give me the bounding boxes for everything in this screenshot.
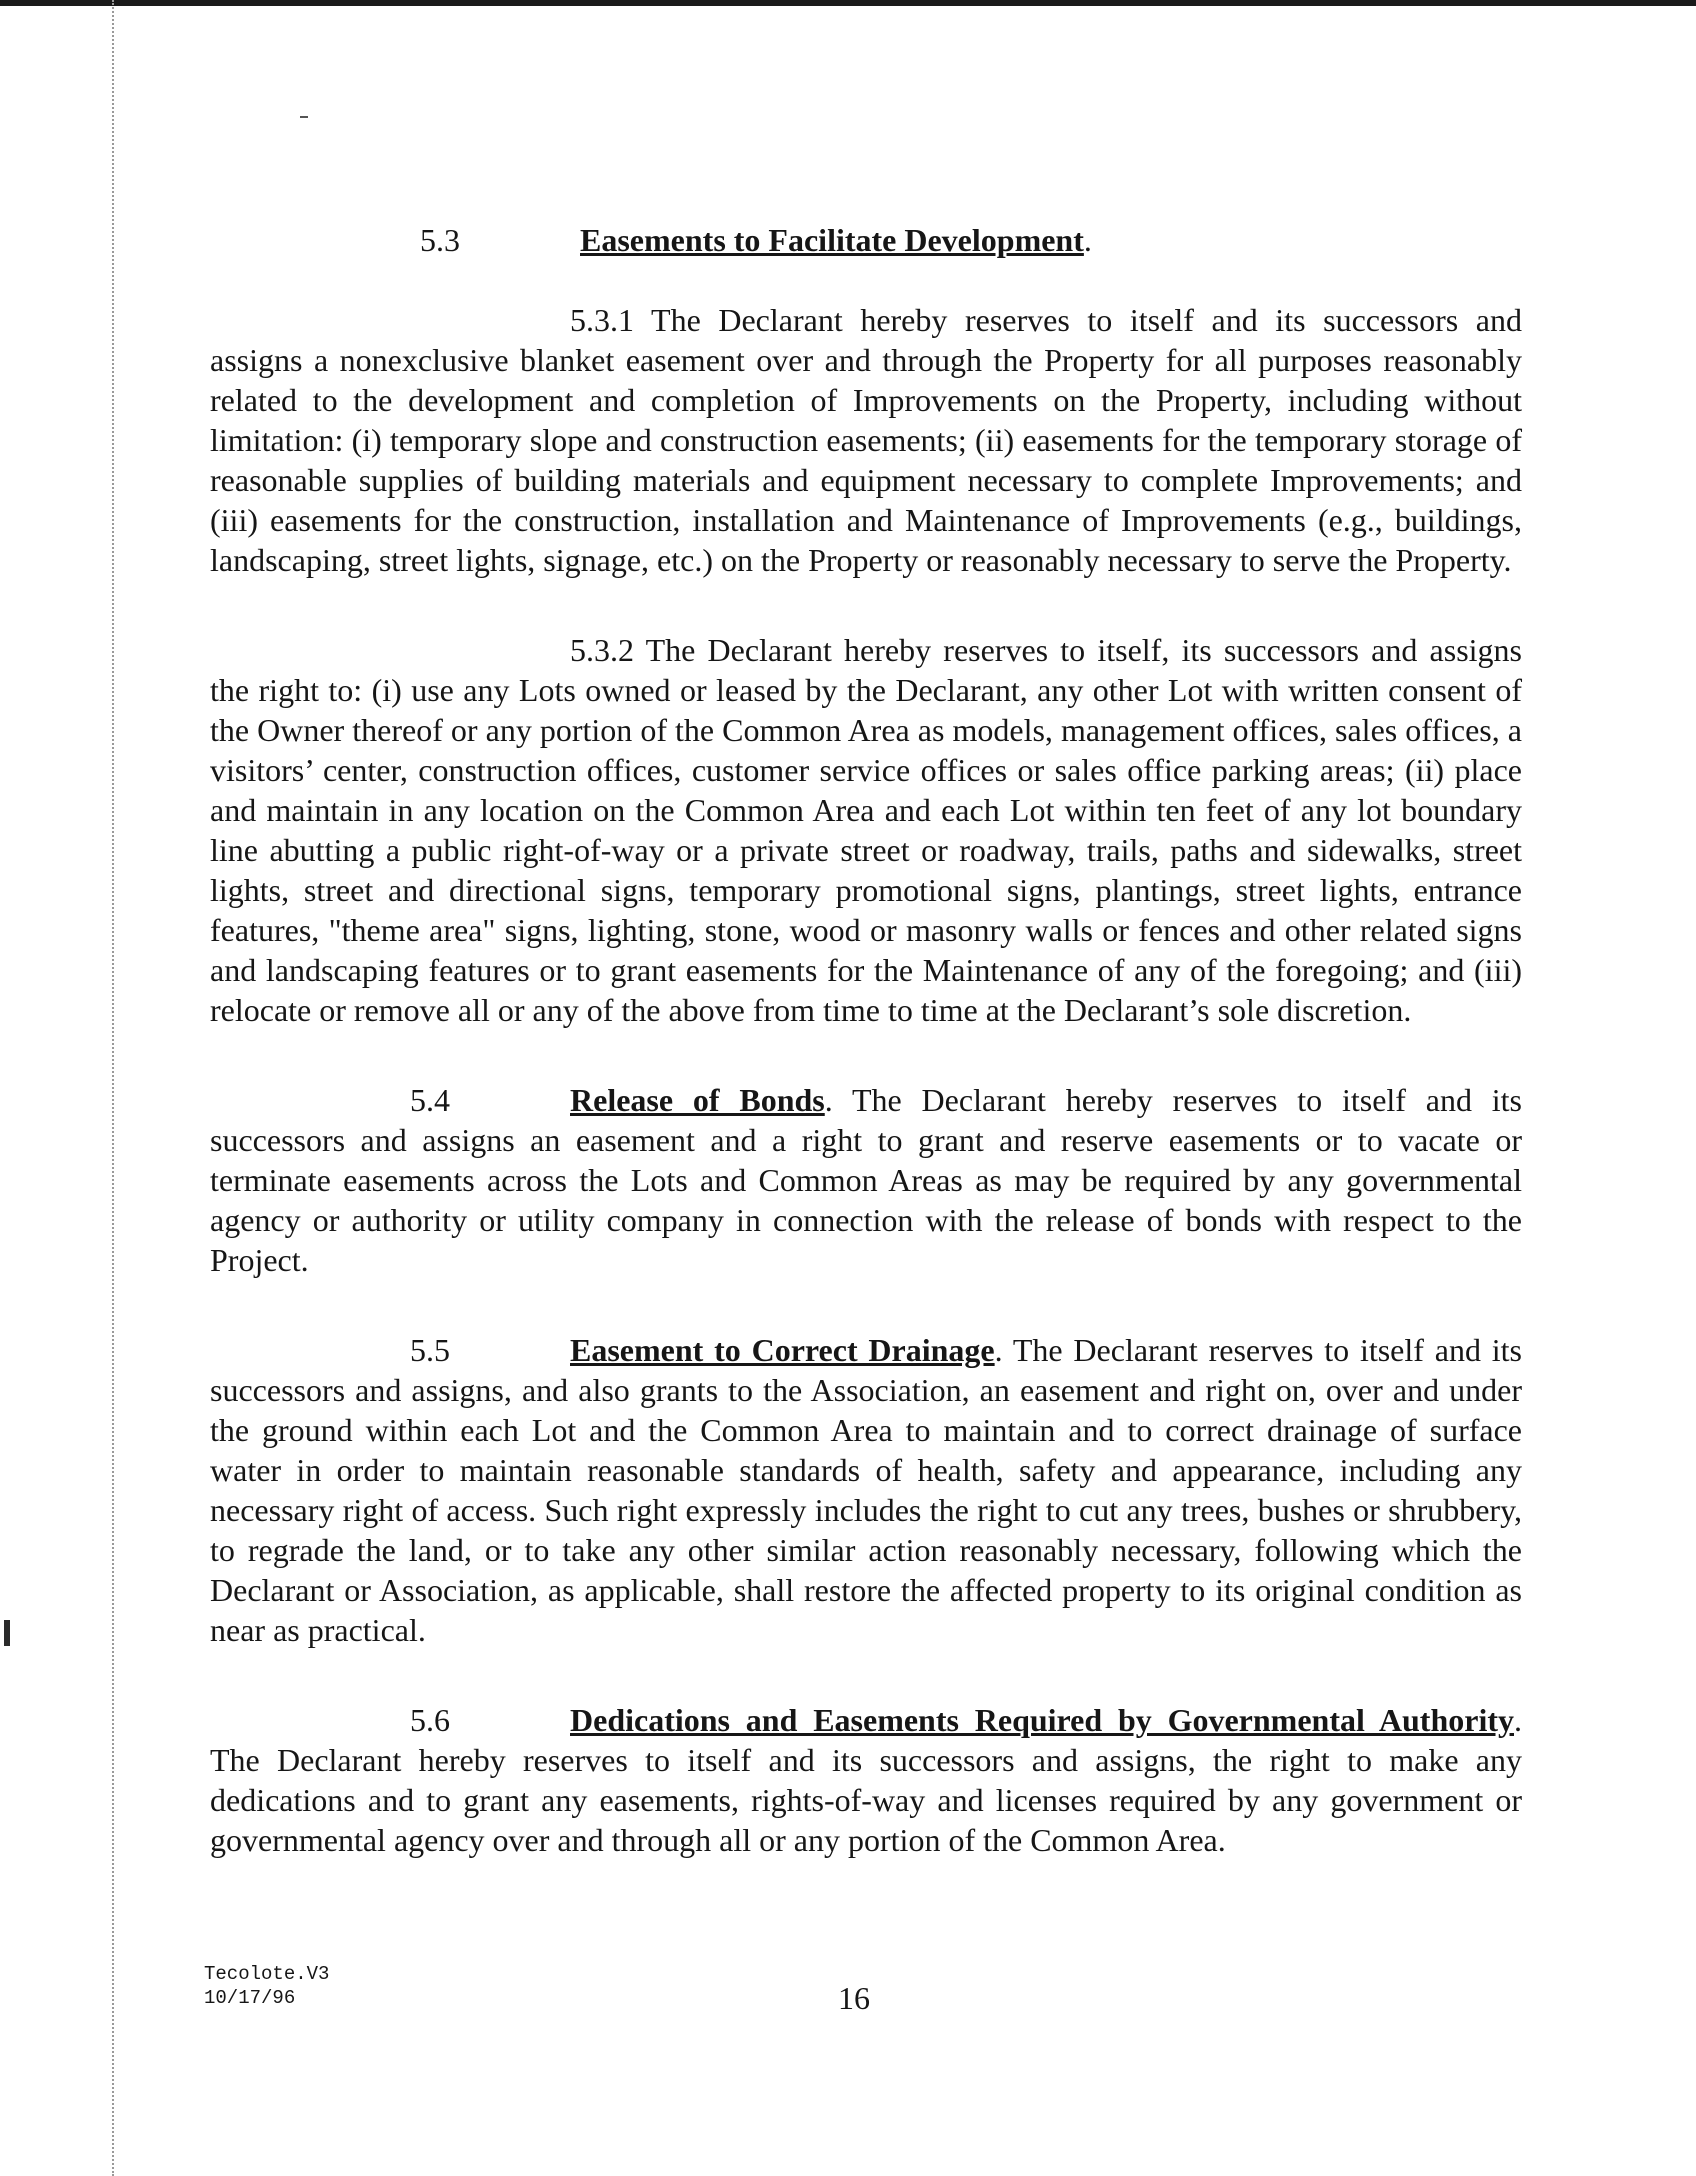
- section-title: Easement to Correct Drainage: [570, 1332, 995, 1368]
- section-number: 5.3: [420, 222, 460, 258]
- footer-doc-name: Tecolote.V3: [204, 1963, 330, 1985]
- footer-document-id: [204, 1962, 329, 2010]
- scan-margin-line: [112, 0, 114, 2176]
- scan-speck: [300, 116, 308, 118]
- section-title-period: .: [1083, 222, 1092, 258]
- section-title: Easements to Facilitate Development: [580, 222, 1084, 258]
- section-5-6: [210, 1700, 1522, 1860]
- paragraph-5-3-2: 5.3.2 The Declarant hereby reserves to itself, its successors and assigns the right to: (i) use any Lots owned or leased by the Declarant, any other Lot with written consent of the Owner thereof or any portion of the Common Area as models, management offices, sales offices, a visitors’ center, construction offices, customer service offices or sales office parking areas; (ii) place and maintain in any location on the Common Area and each Lot within ten feet of any lot boundary line abutting a public right-of-way or a private street or roadway, trails, paths and sidewalks, street lights, street and directional signs, temporary promotional signs, plantings, street lights, entrance features, "theme area" signs, lighting, stone, wood or masonry walls or fences and other related signs and landscaping features or to grant easements for the Maintenance of any of the foregoing; and (iii) relocate or remove all or any of the above from time to time at the Declarant’s sole discretion.: [210, 632, 1522, 1028]
- section-number: 5.5: [410, 1332, 450, 1368]
- section-title: Dedications and Easements Required by Governmental Authority: [570, 1702, 1514, 1738]
- section-title: Release of Bonds: [570, 1082, 825, 1118]
- section-5-3-heading: [210, 220, 1522, 270]
- page-number: 16: [838, 1980, 870, 2016]
- section-body: . The Declarant hereby reserves to itself and its successors and assigns, the right to make any dedications and to grant any easements, rights-of-way and licenses required by any government or governmental agency over and through all or any portion of the Common Area.: [210, 1702, 1522, 1858]
- section-5-5: [210, 1330, 1522, 1650]
- section-number: 5.4: [410, 1082, 450, 1118]
- section-number: 5.6: [410, 1702, 450, 1738]
- section-body: . The Declarant reserves to itself and its successors and assigns, and also grants to the Association, an easement and right on, over and under the ground within each Lot and the Common Area to maintain and to correct drainage of surface water in order to maintain reasonable standards of health, safety and appearance, including any necessary right of access. Such right expressly includes the right to cut any trees, bushes or shrubbery, to regrade the land, or to take any other similar action reasonably necessary, following which the Declarant or Association, as applicable, shall restore the affected property to its original condition as near as practical.: [210, 1332, 1523, 1648]
- paragraph-5-3-1: 5.3.1 The Declarant hereby reserves to itself and its successors and assigns a nonexclusive blanket easement over and through the Property for all purposes reasonably related to the development and completion of Improvements on the Property, including without limitation: (i) temporary slope and construction easements; (ii) easements for the temporary storage of reasonable supplies of building materials and equipment necessary to complete Improvements; and (iii) easements for the construction, installation and Maintenance of Improvements (e.g., buildings, landscaping, street lights, signage, etc.) on the Property or reasonably necessary to serve the Property.: [210, 302, 1522, 578]
- section-5-4: [210, 1080, 1522, 1280]
- document-page: [210, 200, 1522, 1860]
- scan-margin-mark: [4, 1620, 10, 1646]
- footer-date: 10/17/96: [204, 1987, 296, 2009]
- scan-top-edge: [0, 0, 1696, 6]
- section-body: . The Declarant hereby reserves to itself and its successors and assigns an easement and a right to grant and reserve easements or to vacate or terminate easements across the Lots and Common Areas as may be required by any governmental agency or authority or utility company in connection with the release of bonds with respect to the Project.: [210, 1082, 1523, 1278]
